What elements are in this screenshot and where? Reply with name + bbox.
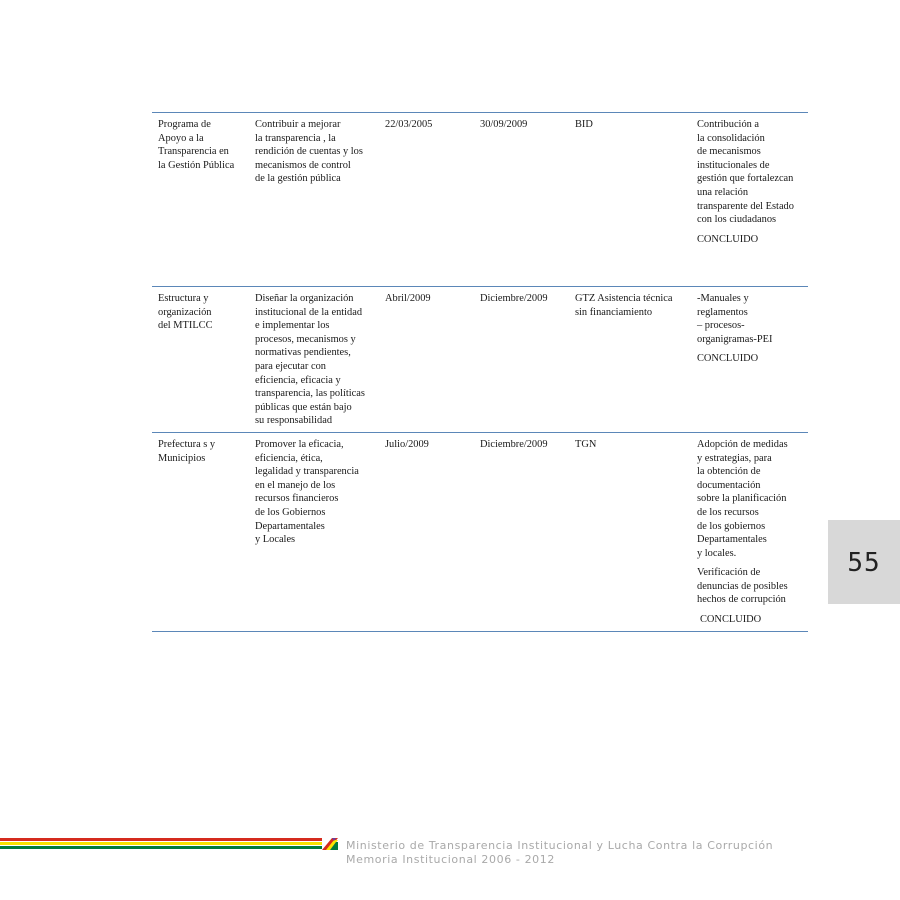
end-date-cell: Diciembre/2009 bbox=[474, 287, 569, 433]
funding-cell-line: sin financiamiento bbox=[575, 306, 653, 318]
program-cell bbox=[152, 287, 249, 433]
objective-cell-line: públicas que están bajo bbox=[255, 401, 352, 413]
objective-cell-line: eficiencia, eficacia y bbox=[255, 374, 341, 386]
results-cell-line: transparente del Estado bbox=[697, 200, 794, 212]
results-cell-line: de mecanismos bbox=[697, 146, 761, 158]
objective-cell-line: de la gestión pública bbox=[255, 173, 341, 185]
bolivia-flag-stripes bbox=[0, 838, 322, 851]
table-row bbox=[152, 113, 808, 287]
results-cell-line: organigramas-PEI bbox=[697, 333, 773, 345]
results-cell-line: la obtención de bbox=[697, 466, 761, 478]
results-cell-line: con los ciudadanos bbox=[697, 214, 777, 226]
objective-cell-line: recursos financieros bbox=[255, 493, 339, 505]
table-row bbox=[152, 287, 808, 433]
projects-table bbox=[152, 112, 808, 632]
objective-cell bbox=[249, 287, 379, 433]
start-date-cell: Abril/2009 bbox=[379, 287, 474, 433]
objective-cell-line: mecanismos de control bbox=[255, 159, 351, 171]
flag-stripe-green bbox=[0, 846, 322, 849]
results-cell-line: Contribución a bbox=[697, 119, 760, 130]
results-cell-line: sobre la planificación bbox=[697, 493, 787, 505]
results-cell-line: reglamentos bbox=[697, 306, 748, 318]
program-cell-line: la Gestión Pública bbox=[158, 159, 235, 171]
objective-cell-line: Promover la eficacia, bbox=[255, 438, 344, 450]
funding-cell-line: GTZ Asistencia técnica bbox=[575, 293, 673, 304]
funding-cell-line: BID bbox=[575, 119, 593, 130]
results-note-line: hechos de corrupción bbox=[697, 594, 786, 606]
results-cell bbox=[691, 113, 808, 287]
results-cell-line: -Manuales y bbox=[697, 293, 749, 304]
results-cell bbox=[691, 287, 808, 433]
program-cell-line: organización bbox=[158, 306, 212, 318]
objective-cell bbox=[249, 113, 379, 287]
objective-cell bbox=[249, 432, 379, 631]
program-cell-line: Municipios bbox=[158, 452, 206, 464]
results-cell-line: Adopción de medidas bbox=[697, 438, 788, 450]
program-cell-line: Prefectura s y bbox=[158, 438, 216, 450]
objective-cell-line: rendición de cuentas y los bbox=[255, 146, 363, 158]
status-label: CONCLUIDO bbox=[700, 614, 762, 626]
end-date-cell: 30/09/2009 bbox=[474, 113, 569, 287]
program-cell bbox=[152, 432, 249, 631]
objective-cell-line: Contribuir a mejorar bbox=[255, 119, 341, 130]
objective-cell-line: normativas pendientes, bbox=[255, 347, 351, 359]
end-date-cell: Diciembre/2009 bbox=[474, 432, 569, 631]
objective-cell-line: eficiencia, ética, bbox=[255, 452, 323, 464]
results-cell-line: – procesos- bbox=[697, 320, 745, 332]
results-cell-line: y locales. bbox=[697, 547, 737, 559]
objective-cell-line: de los Gobiernos bbox=[255, 506, 326, 518]
flag-stripe-red bbox=[0, 838, 322, 841]
program-cell-line: Programa de bbox=[158, 119, 211, 130]
results-cell-line: institucionales de bbox=[697, 159, 770, 171]
objective-cell-line: institucional de la entidad bbox=[255, 306, 363, 318]
results-cell-line: Departamentales bbox=[697, 534, 767, 546]
page-number: 55 bbox=[847, 548, 881, 578]
objective-cell-line: transparencia, las políticas bbox=[255, 388, 365, 400]
footer bbox=[346, 839, 773, 867]
results-cell-line: y estrategias, para bbox=[697, 452, 772, 464]
status-label: CONCLUIDO bbox=[697, 353, 759, 365]
objective-cell-line: Diseñar la organización bbox=[255, 293, 354, 304]
funding-cell bbox=[569, 287, 691, 433]
results-cell-line: de los gobiernos bbox=[697, 520, 766, 532]
results-cell-line: la consolidación bbox=[697, 132, 765, 144]
start-date-cell: 22/03/2005 bbox=[379, 113, 474, 287]
program-cell-line: del MTILCC bbox=[158, 320, 213, 332]
page-number-tab bbox=[828, 520, 900, 604]
objective-cell-line: para ejecutar con bbox=[255, 360, 326, 372]
program-cell-line: Transparencia en bbox=[158, 146, 229, 158]
funding-cell-line: TGN bbox=[575, 438, 597, 450]
funding-cell bbox=[569, 113, 691, 287]
results-cell-line: documentación bbox=[697, 479, 761, 491]
table-row bbox=[152, 432, 808, 631]
objective-cell-line: e implementar los bbox=[255, 320, 330, 332]
flag-emblem-icon bbox=[322, 836, 338, 852]
results-note-line: Verificación de bbox=[697, 567, 761, 579]
objective-cell-line: legalidad y transparencia bbox=[255, 466, 359, 478]
objective-cell-line: procesos, mecanismos y bbox=[255, 333, 356, 345]
funding-cell bbox=[569, 432, 691, 631]
results-cell bbox=[691, 432, 808, 631]
objective-cell-line: su responsabilidad bbox=[255, 415, 333, 427]
results-cell-line: gestión que fortalezcan bbox=[697, 173, 794, 185]
results-cell-line: una relación bbox=[697, 186, 749, 198]
status-label: CONCLUIDO bbox=[697, 233, 759, 245]
start-date-cell: Julio/2009 bbox=[379, 432, 474, 631]
footer-report-title: Memoria Institucional 2006 - 2012 bbox=[346, 853, 555, 866]
program-cell-line: Estructura y bbox=[158, 293, 209, 304]
program-cell bbox=[152, 113, 249, 287]
results-cell-line: de los recursos bbox=[697, 506, 759, 518]
program-cell-line: Apoyo a la bbox=[158, 132, 204, 144]
results-note-line: denuncias de posibles bbox=[697, 580, 788, 592]
footer-ministry-name: Ministerio de Transparencia Institucional y Lucha Contra la Corrupción bbox=[346, 839, 774, 852]
results-note bbox=[697, 566, 804, 607]
objective-cell-line: en el manejo de los bbox=[255, 479, 336, 491]
flag-stripe-yellow bbox=[0, 842, 322, 845]
objective-cell-line: y Locales bbox=[255, 534, 296, 546]
objective-cell-line: la transparencia , la bbox=[255, 132, 336, 144]
objective-cell-line: Departamentales bbox=[255, 520, 325, 532]
